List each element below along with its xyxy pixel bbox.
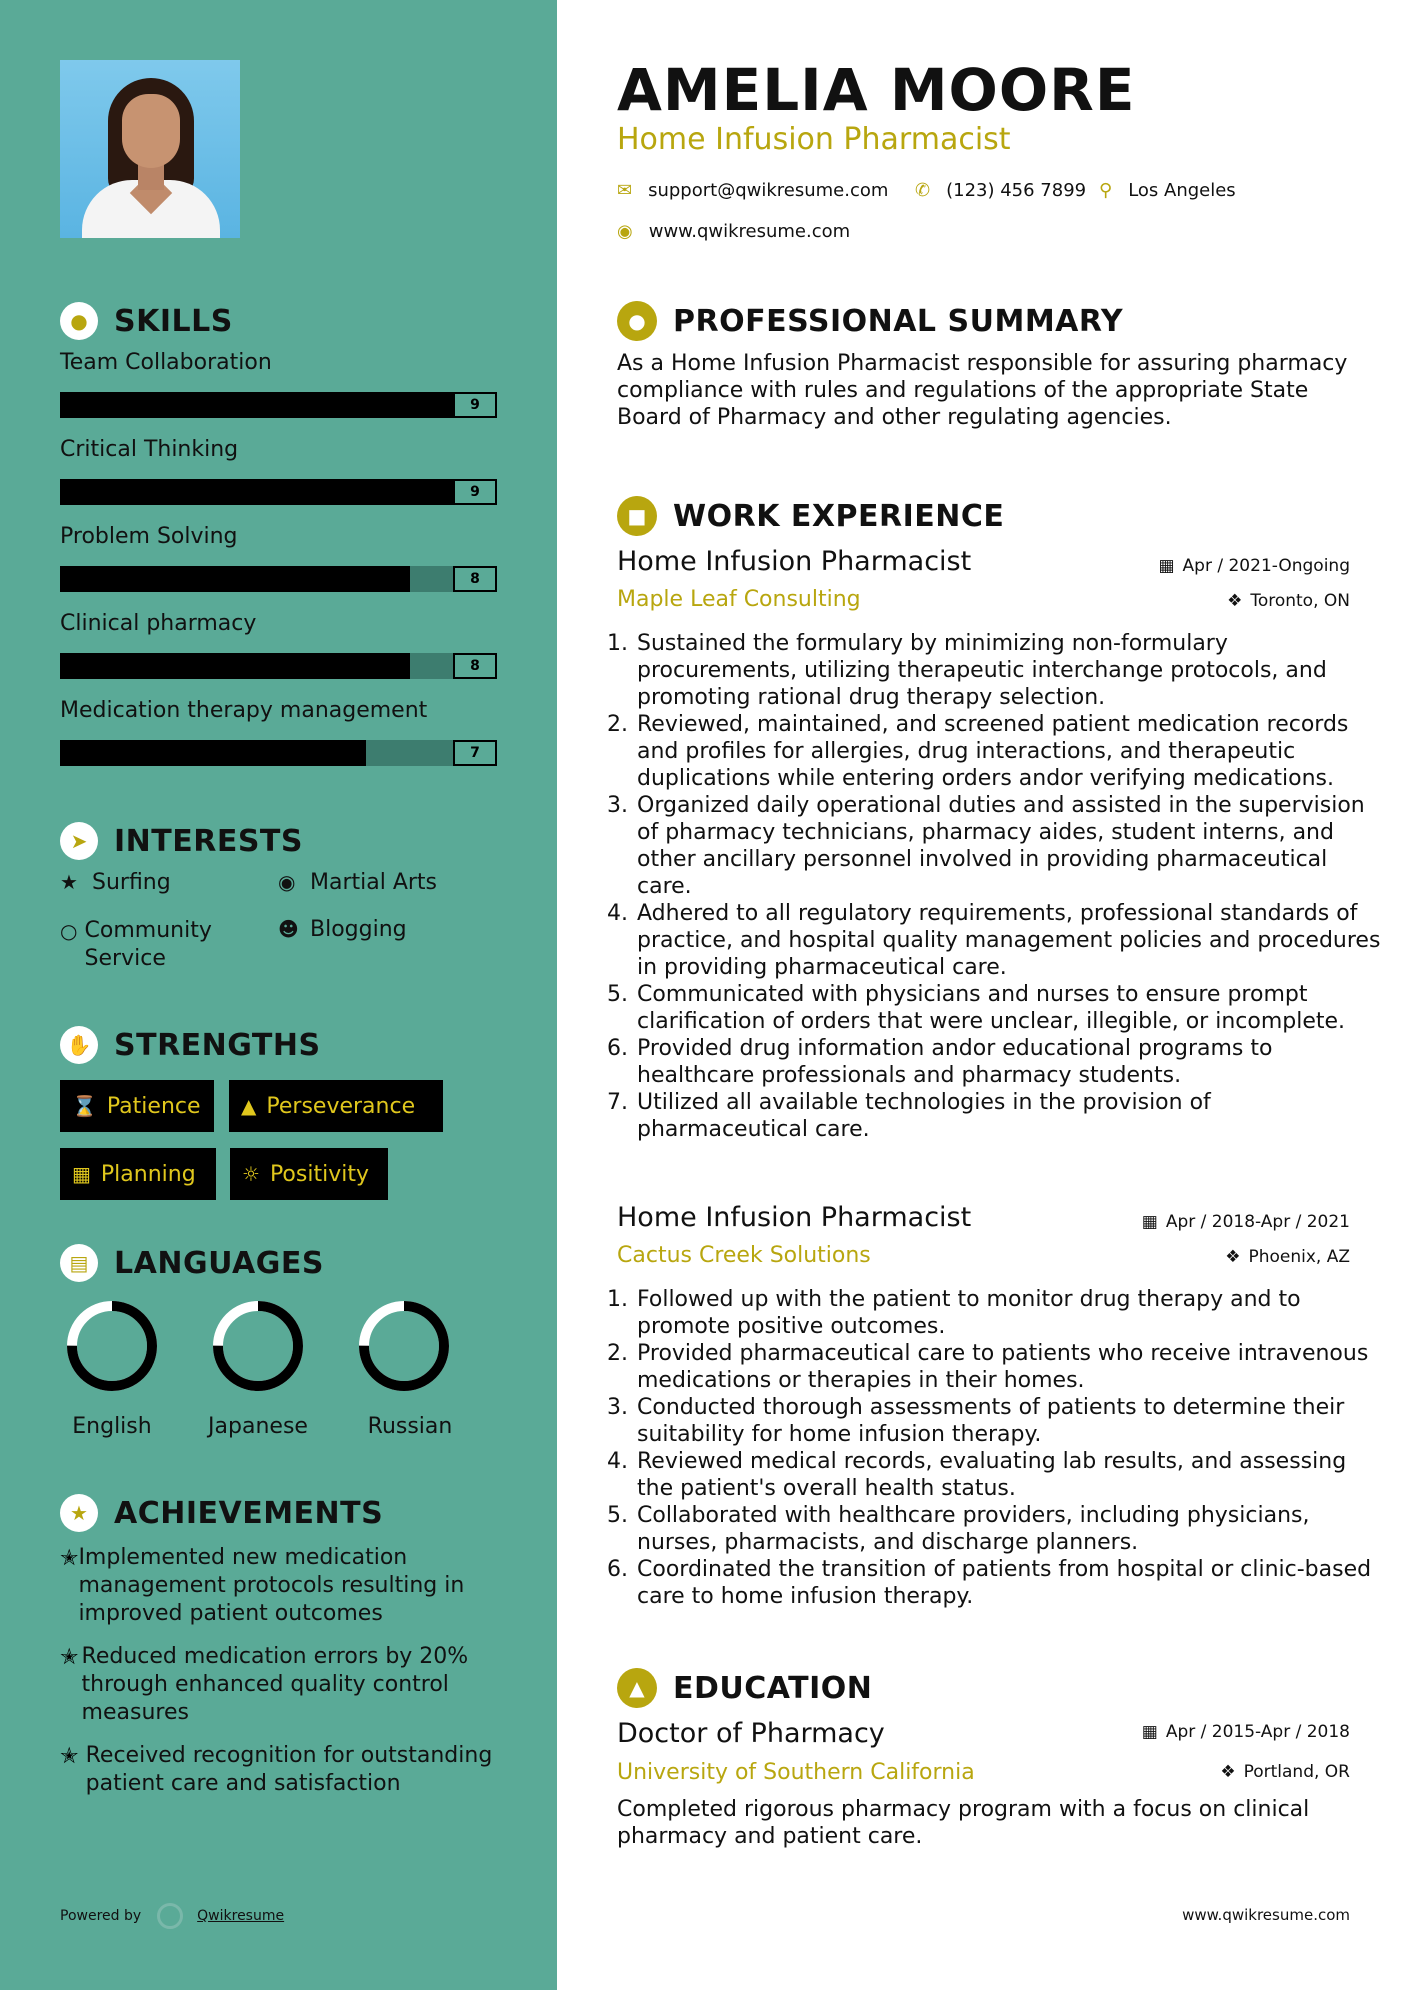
candidate-title: Home Infusion Pharmacist <box>617 122 1011 157</box>
education-location: ❖ Portland, OR <box>1220 1762 1350 1782</box>
duty-item: 6. Coordinated the transition of patients from hospital or clinic-based care to home infusion therapy. <box>635 1556 1381 1610</box>
id-card-icon: ▤ <box>60 1244 98 1282</box>
footer-url[interactable]: www.qwikresume.com <box>1182 1906 1350 1924</box>
globe-icon: ◉ <box>617 221 633 242</box>
education-school: University of Southern California <box>617 1760 975 1785</box>
education-degree: Doctor of Pharmacy <box>617 1718 885 1749</box>
globe-icon: ◉ <box>278 870 296 894</box>
duty-item: 2. Reviewed, maintained, and screened patient medication records and profiles for allergies, drug interactions, and therapeutic duplications while entering orders andor verifying medications. <box>635 711 1381 792</box>
powered-by: Powered by Qwikresume <box>60 1903 284 1929</box>
job-company: Cactus Creek Solutions <box>617 1243 871 1268</box>
skill-score: 7 <box>453 740 497 766</box>
strength-tag: ⌛ Patience <box>60 1080 214 1132</box>
skill-bar <box>60 653 497 679</box>
profile-photo <box>60 60 240 238</box>
paper-plane-icon: ➤ <box>60 822 98 860</box>
stars-icon: ✭ <box>60 1546 79 1571</box>
calendar-icon: ▦ <box>72 1162 91 1186</box>
job-duties <box>617 1286 1381 1610</box>
skill-score: 9 <box>453 392 497 418</box>
skill-bar <box>60 392 497 418</box>
fist-icon: ✋ <box>60 1026 98 1064</box>
skill-bar <box>60 566 497 592</box>
achievement-item: ✭ Reduced medication errors by 20% through enhanced quality control measures <box>60 1644 469 1725</box>
achievements-heading: ★ ACHIEVEMENTS <box>60 1494 383 1532</box>
duty-item: 1. Followed up with the patient to monitor drug therapy and to promote positive outcomes. <box>635 1286 1381 1340</box>
interest-item: ◉ Martial Arts <box>278 870 438 895</box>
skill-bar <box>60 740 497 766</box>
summary-heading: ● PROFESSIONAL SUMMARY <box>617 301 1123 341</box>
language-donut <box>212 1300 304 1392</box>
skill-bar <box>60 479 497 505</box>
education-text: Completed rigorous pharmacy program with a focus on clinical pharmacy and patient care. <box>617 1797 1310 1849</box>
duty-item: 4. Adhered to all regulatory requirements, professional standards of practice, and hospital quality management policies and procedures in providing pharmaceutical care. <box>635 900 1381 981</box>
interest-item: ★ Surfing <box>60 870 171 895</box>
qwikresume-logo-icon <box>157 1903 183 1929</box>
pin-icon: ❖ <box>1225 1247 1241 1267</box>
interest-item: ○ Community Service <box>60 918 212 971</box>
language-donut <box>66 1300 158 1392</box>
duty-item: 5. Communicated with physicians and nurses to ensure prompt clarification of orders that were unclear, illegible, or incomplete. <box>635 981 1381 1035</box>
job-dates: ▦ Apr / 2018-Apr / 2021 <box>1141 1212 1350 1232</box>
star-icon: ★ <box>60 870 78 894</box>
interests-heading: ➤ INTERESTS <box>60 822 303 860</box>
job-duties <box>617 630 1381 1143</box>
lightbulb-icon: ● <box>60 302 98 340</box>
skill-name: Team Collaboration <box>60 350 272 375</box>
achievement-item: ✭ Received recognition for outstanding patient care and satisfaction <box>60 1743 493 1796</box>
skill-score: 8 <box>453 566 497 592</box>
calendar-icon: ▦ <box>1141 1212 1158 1232</box>
languages-heading: ▤ LANGUAGES <box>60 1244 324 1282</box>
contact-phone: ✆ (123) 456 7899 <box>915 180 1087 201</box>
duty-item: 6. Provided drug information andor educational programs to healthcare professionals and pharmacy students. <box>635 1035 1381 1089</box>
sun-icon: ☼ <box>242 1162 260 1186</box>
contact-email: ✉ support@qwikresume.com <box>617 180 889 201</box>
skill-name: Medication therapy management <box>60 698 428 723</box>
stars-icon: ✭ <box>60 1645 79 1670</box>
strengths-heading: ✋ STRENGTHS <box>60 1026 321 1064</box>
skill-name: Critical Thinking <box>60 437 239 462</box>
medal-icon: ★ <box>60 1494 98 1532</box>
education-dates: ▦ Apr / 2015-Apr / 2018 <box>1141 1722 1350 1742</box>
duty-item: 3. Organized daily operational duties and assisted in the supervision of pharmacy technicians, pharmacy aides, student interns, and other ancillary personnel involved in providing pharmaceutical care. <box>635 792 1381 900</box>
skill-score: 8 <box>453 653 497 679</box>
education-heading: ▲ EDUCATION <box>617 1668 872 1708</box>
interest-item: ☻ Blogging <box>278 917 407 942</box>
skill-name: Problem Solving <box>60 524 238 549</box>
calendar-icon: ▦ <box>1141 1722 1158 1742</box>
contact-website: ◉ www.qwikresume.com <box>617 221 851 242</box>
language-name: English <box>72 1414 152 1439</box>
calendar-icon: ▦ <box>1158 556 1175 576</box>
language-name: Russian <box>367 1414 453 1439</box>
stars-icon: ✭ <box>60 1744 79 1769</box>
phone-icon: ✆ <box>915 180 931 201</box>
map-pin-icon: ⚲ <box>1099 180 1113 201</box>
sidebar <box>0 0 557 1990</box>
hand-icon: ○ <box>60 919 78 943</box>
duty-item: 7. Utilized all available technologies in the provision of pharmaceutical care. <box>635 1089 1381 1143</box>
duty-item: 3. Conducted thorough assessments of patients to determine their suitability for home infusion therapy. <box>635 1394 1381 1448</box>
graduation-cap-icon: ▲ <box>617 1668 657 1708</box>
summary-text: As a Home Infusion Pharmacist responsible for assuring pharmacy compliance with rules and regulations of the appropriate State Board of Pharmacy and other regulating agencies. <box>617 351 1348 430</box>
strength-tag: ☼ Positivity <box>230 1148 388 1200</box>
duty-item: 2. Provided pharmaceutical care to patients who receive intravenous medications or therapies in their homes. <box>635 1340 1381 1394</box>
job-role: Home Infusion Pharmacist <box>617 1202 972 1233</box>
main-content <box>557 0 1407 1990</box>
strength-tag: ▲ Perseverance <box>229 1080 443 1132</box>
skills-heading: ● SKILLS <box>60 302 233 340</box>
language-name: Japanese <box>208 1414 308 1439</box>
language-donut <box>358 1300 450 1392</box>
duty-item: 4. Reviewed medical records, evaluating lab results, and assessing the patient's overall health status. <box>635 1448 1381 1502</box>
user-icon: ● <box>617 301 657 341</box>
candidate-name: AMELIA MOORE <box>617 56 1136 124</box>
job-dates: ▦ Apr / 2021-Ongoing <box>1158 556 1350 576</box>
qwikresume-link[interactable]: Qwikresume <box>197 1908 285 1924</box>
contact-location: ⚲ Los Angeles <box>1099 180 1236 201</box>
job-location: ❖ Phoenix, AZ <box>1225 1247 1350 1267</box>
job-company: Maple Leaf Consulting <box>617 587 861 612</box>
duty-item: 1. Sustained the formulary by minimizing non-formulary procurements, utilizing therapeutic interchange protocols, and promoting rational drug therapy selection. <box>635 630 1381 711</box>
job-location: ❖ Toronto, ON <box>1227 591 1350 611</box>
pin-icon: ❖ <box>1220 1762 1236 1782</box>
skill-name: Clinical pharmacy <box>60 611 257 636</box>
job-role: Home Infusion Pharmacist <box>617 546 972 577</box>
chair-icon: ■ <box>617 496 657 536</box>
road-icon: ▲ <box>241 1094 257 1118</box>
pin-icon: ❖ <box>1227 591 1243 611</box>
skill-score: 9 <box>453 479 497 505</box>
hourglass-icon: ⌛ <box>72 1094 97 1118</box>
envelope-icon: ✉ <box>617 180 633 201</box>
experience-heading: ■ WORK EXPERIENCE <box>617 496 1004 536</box>
achievement-item: ✭ Implemented new medication management protocols resulting in improved patient outcomes <box>60 1545 465 1626</box>
strength-tag: ▦ Planning <box>60 1148 216 1200</box>
users-icon: ☻ <box>278 917 299 941</box>
duty-item: 5. Collaborated with healthcare providers, including physicians, nurses, pharmacists, and discharge planners. <box>635 1502 1381 1556</box>
